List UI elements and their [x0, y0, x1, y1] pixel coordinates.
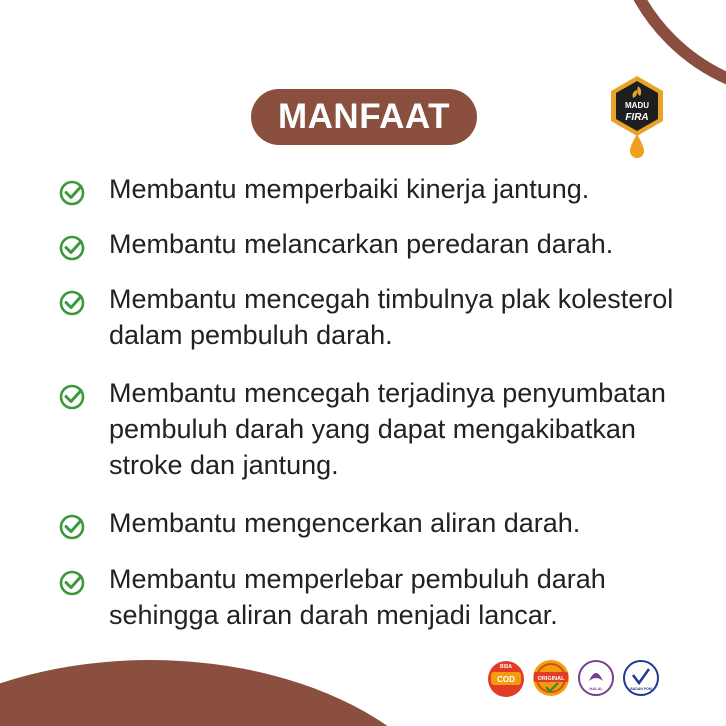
check-circle-icon — [58, 513, 86, 541]
cod-top-text: BISA — [500, 664, 512, 670]
bpom-badge — [624, 661, 658, 695]
benefit-text: Membantu mencegah terjadinya penyumbatan pembuluh darah yang dapat mengakibatkan stroke dan jantung. — [109, 378, 666, 480]
halal-badge — [579, 661, 613, 695]
check-circle-icon — [58, 569, 86, 597]
list-item — [58, 505, 698, 541]
certification-badges — [486, 657, 666, 699]
list-item — [58, 226, 698, 262]
logo-line2: FIRA — [625, 112, 649, 123]
benefit-text: Membantu mencegah timbulnya plak kolesterol dalam pembuluh darah. — [109, 284, 674, 350]
list-item — [58, 171, 698, 207]
list-item — [58, 561, 698, 633]
check-circle-icon — [58, 234, 86, 262]
benefit-text: Membantu memperbaiki kinerja jantung. — [109, 174, 590, 204]
cod-main-text: COD — [497, 675, 515, 684]
original-text: ORIGINAL — [537, 676, 565, 682]
check-circle-icon — [58, 289, 86, 317]
logo-line1: MADU — [625, 101, 649, 110]
list-item — [58, 375, 698, 483]
list-item — [58, 281, 698, 353]
bpom-text: BADAN POM — [630, 687, 652, 691]
benefit-text: Membantu melancarkan peredaran darah. — [109, 229, 614, 259]
honey-drop-icon — [630, 134, 644, 158]
check-circle-icon — [58, 383, 86, 411]
halal-text: HALAL — [589, 686, 603, 691]
title-text: MANFAAT — [278, 97, 450, 136]
benefit-text: Membantu memperlebar pembuluh darah sehingga aliran darah menjadi lancar. — [109, 564, 606, 630]
title-banner — [251, 89, 477, 145]
check-circle-icon — [58, 179, 86, 207]
madu-fira-logo — [608, 74, 666, 162]
benefit-list — [58, 165, 698, 633]
original-badge — [533, 660, 569, 696]
cod-badge — [488, 661, 524, 697]
benefit-text: Membantu mengencerkan aliran darah. — [109, 508, 581, 538]
